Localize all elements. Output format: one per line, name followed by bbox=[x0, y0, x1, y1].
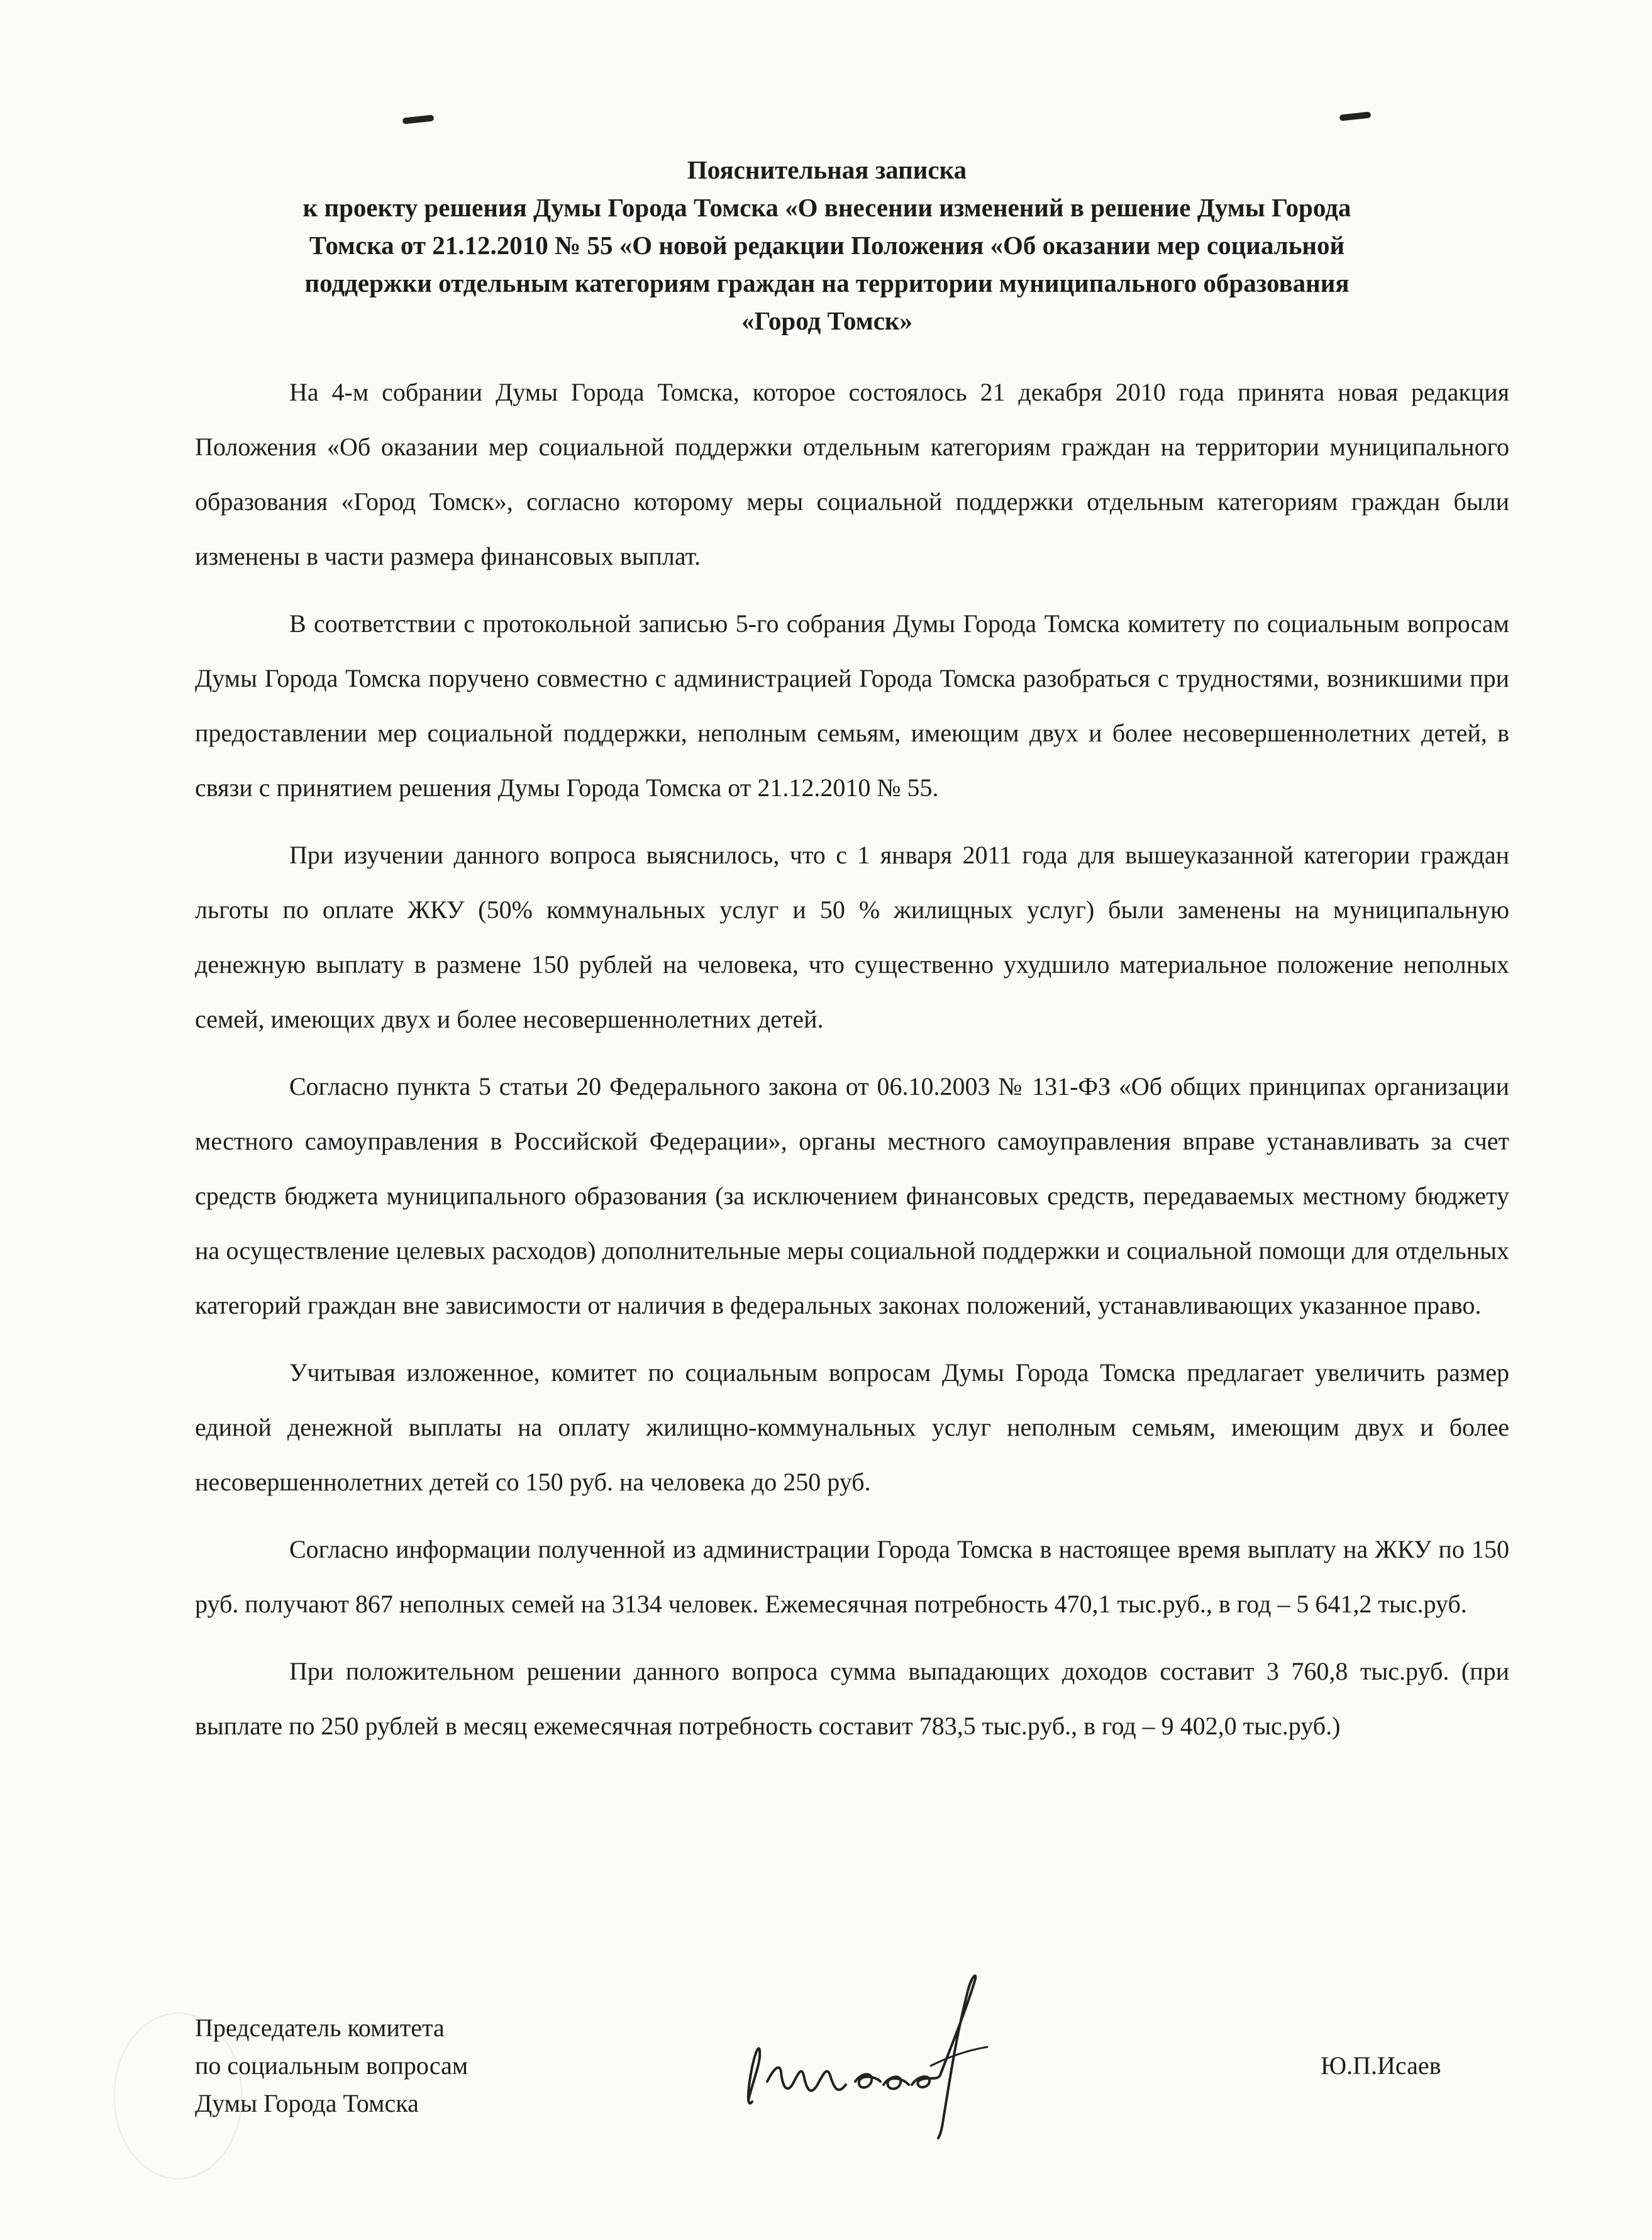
paragraph-3: При изучении данного вопроса выяснилось, что с 1 января 2011 года для вышеуказанной категории граждан льготы по оплате ЖКУ (50% коммунальных услуг и 50 % жилищных услуг) были заменены на муниципальную денежную выплату в размене 150 рублей на человека, что существенно ухудшило материальное положение неполных семей, имеющих двух и более несовершеннолетних детей. bbox=[195, 841, 1509, 1033]
position-line-3: Думы Города Томска bbox=[195, 2089, 419, 2117]
paragraph-6: Согласно информации полученной из администрации Города Томска в настоящее время выплату на ЖКУ по 150 руб. получают 867 неполных семей на 3134 человек. Ежемесячная потребность 470,1 тыс.руб., в год – 5 641,2 тыс.руб. bbox=[195, 1535, 1509, 1618]
title-line-1: Пояснительная записка bbox=[687, 155, 967, 184]
paragraph-4: Согласно пункта 5 статьи 20 Федерального закона от 06.10.2003 № 131-ФЗ «Об общих принципах организации местного самоуправления в Российской Федерации», органы местного самоуправления вправе устанавливать за счет средств бюджета муниципального образования (за исключением финансовых средств, передаваемых местному бюджету на осуществление целевых расходов) дополнительные меры социальной поддержки и социальной помощи для отдельных категорий граждан вне зависимости от наличия в федеральных законах положений, устанавливающих указанное право. bbox=[195, 1072, 1509, 1319]
signatory-position bbox=[195, 2009, 468, 2122]
scan-mark-right bbox=[1339, 111, 1372, 121]
scan-mark-left bbox=[402, 114, 435, 124]
title-line-3: Томска от 21.12.2010 № 55 «О новой редакции Положения «Об оказании мер социальной bbox=[309, 231, 1345, 260]
title-line-4: поддержки отдельным категориям граждан на территории муниципального образования bbox=[304, 269, 1350, 297]
paragraph-7: При положительном решении данного вопроса сумма выпадающих доходов составит 3 760,8 тыс.руб. (при выплате по 250 рублей в месяц ежемесячная потребность составит 783,5 тыс.руб., в год – 9 402,0 тыс.руб.) bbox=[195, 1657, 1509, 1740]
title-line-5: «Город Томск» bbox=[741, 306, 913, 335]
document-body bbox=[195, 365, 1509, 1766]
position-line-2: по социальным вопросам bbox=[195, 2051, 468, 2080]
paragraph-2: В соответствии с протокольной записью 5-го собрания Думы Города Томска комитету по социальным вопросам Думы Города Томска поручено совместно с администрацией Города Томска разобраться с трудностями, возникшими при предоставлении мер социальной поддержки, неполным семьям, имеющим двух и более несовершеннолетних детей, в связи с принятием решения Думы Города Томска от 21.12.2010 № 55. bbox=[195, 609, 1509, 802]
signatory-name: Ю.П.Исаев bbox=[1321, 2051, 1441, 2080]
document-title bbox=[182, 151, 1472, 340]
position-line-1: Председатель комитета bbox=[195, 2014, 445, 2042]
title-line-2: к проекту решения Думы Города Томска «О внесении изменений в решение Думы Города bbox=[302, 193, 1351, 222]
paragraph-5: Учитывая изложенное, комитет по социальным вопросам Думы Города Томска предлагает увеличить размер единой денежной выплаты на оплату жилищно-коммунальных услуг неполным семьям, имеющим двух и более несовершеннолетних детей со 150 руб. на человека до 250 руб. bbox=[195, 1358, 1509, 1496]
handwritten-signature bbox=[723, 1956, 1050, 2144]
paragraph-1: На 4-м собрании Думы Города Томска, которое состоялось 21 декабря 2010 года принята новая редакция Положения «Об оказании мер социальной поддержки отдельным категориям граждан на территории муниципального образования «Город Томск», согласно которому меры социальной поддержки отдельным категориям граждан были изменены в части размера финансовых выплат. bbox=[195, 378, 1509, 570]
